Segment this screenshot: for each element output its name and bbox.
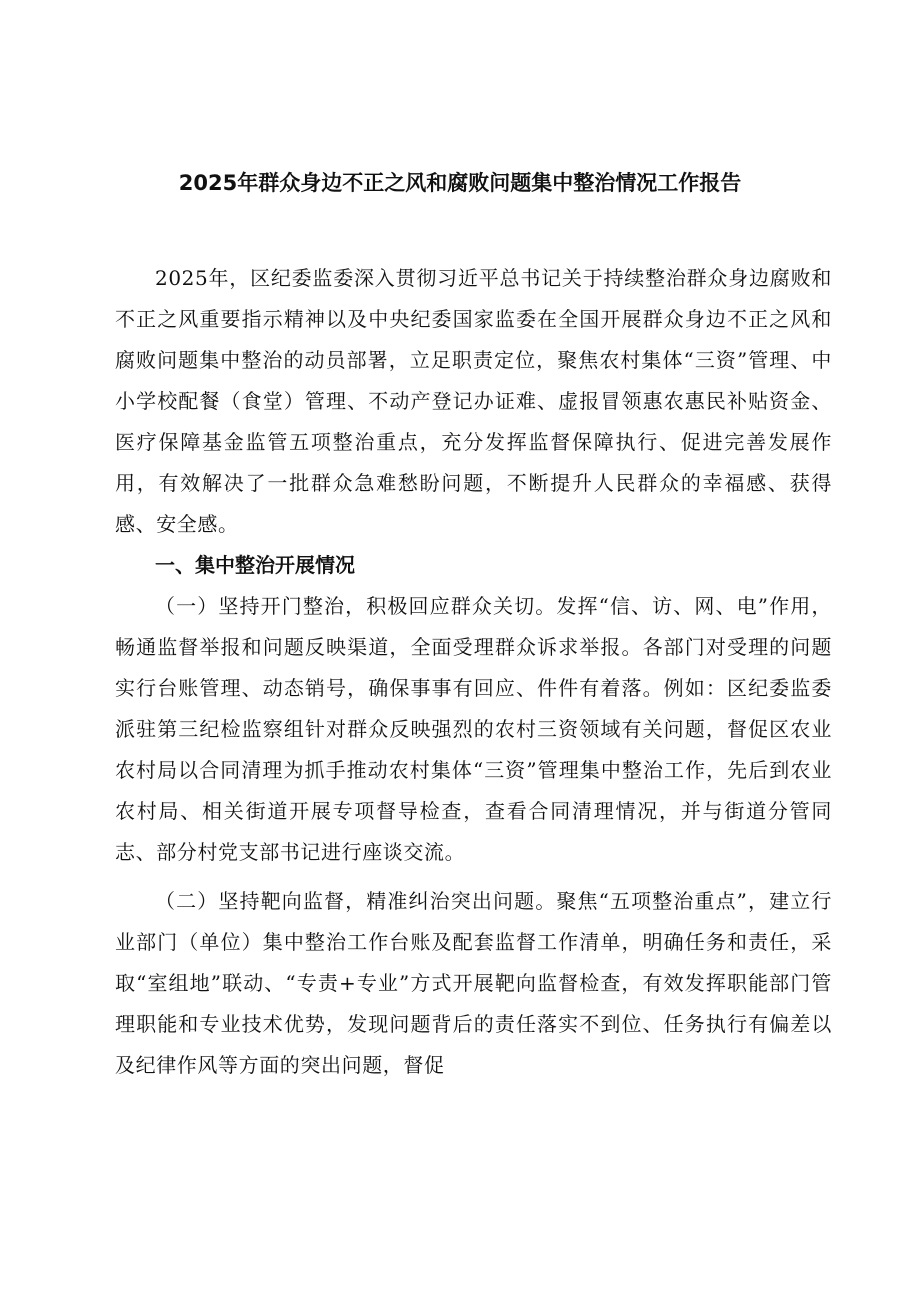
section-heading-1: 一、集中整治开展情况 — [155, 553, 355, 577]
paragraph-2: （二）坚持靶向监督，精准纠治突出问题。聚焦“五项整治重点”，建立行业部门（单位）集中整治工作台账及配套监督工作清单，明确任务和责任，采取“室组地”联动、“专责+专业”方式开展靶向监督检查，有效发挥职能部门管理职能和专业技术优势，发现问题背后的责任落实不到位、任务执行有偏差以及纪律作风等方面的突出问题，督促 — [115, 889, 832, 1077]
paragraph-1: （一）坚持开门整治，积极回应群众关切。发挥“信、访、网、电”作用，畅通监督举报和问题反映渠道，全面受理群众诉求举报。各部门对受理的问题实行台账管理、动态销号，确保事事有回应、件件有着落。例如：区纪委监委派驻第三纪检监察组针对群众反映强烈的农村三资领域有关问题，督促区农业农村局以合同清理为抓手推动农村集体“三资”管理集中整治工作，先后到农业农村局、相关街道开展专项督导检查，查看合同清理情况，并与街道分管同志、部分村党支部书记进行座谈交流。 — [115, 594, 832, 864]
intro-paragraph: 2025年，区纪委监委深入贯彻习近平总书记关于持续整治群众身边腐败和不正之风重要指示精神以及中央纪委国家监委在全国开展群众身边不正之风和腐败问题集中整治的动员部署，立足职责定位，聚焦农村集体“三资”管理、中小学校配餐（食堂）管理、不动产登记办证难、虚报冒领惠农惠民补贴资金、医疗保障基金监管五项整治重点，充分发挥监督保障执行、促进完善发展作用，有效解决了一批群众急难愁盼问题，不断提升人民群众的幸福感、获得感、安全感。 — [115, 266, 832, 536]
document-body — [115, 258, 832, 1086]
document-title: 2025年群众身边不正之风和腐败问题集中整治情况工作报告 — [178, 171, 742, 195]
